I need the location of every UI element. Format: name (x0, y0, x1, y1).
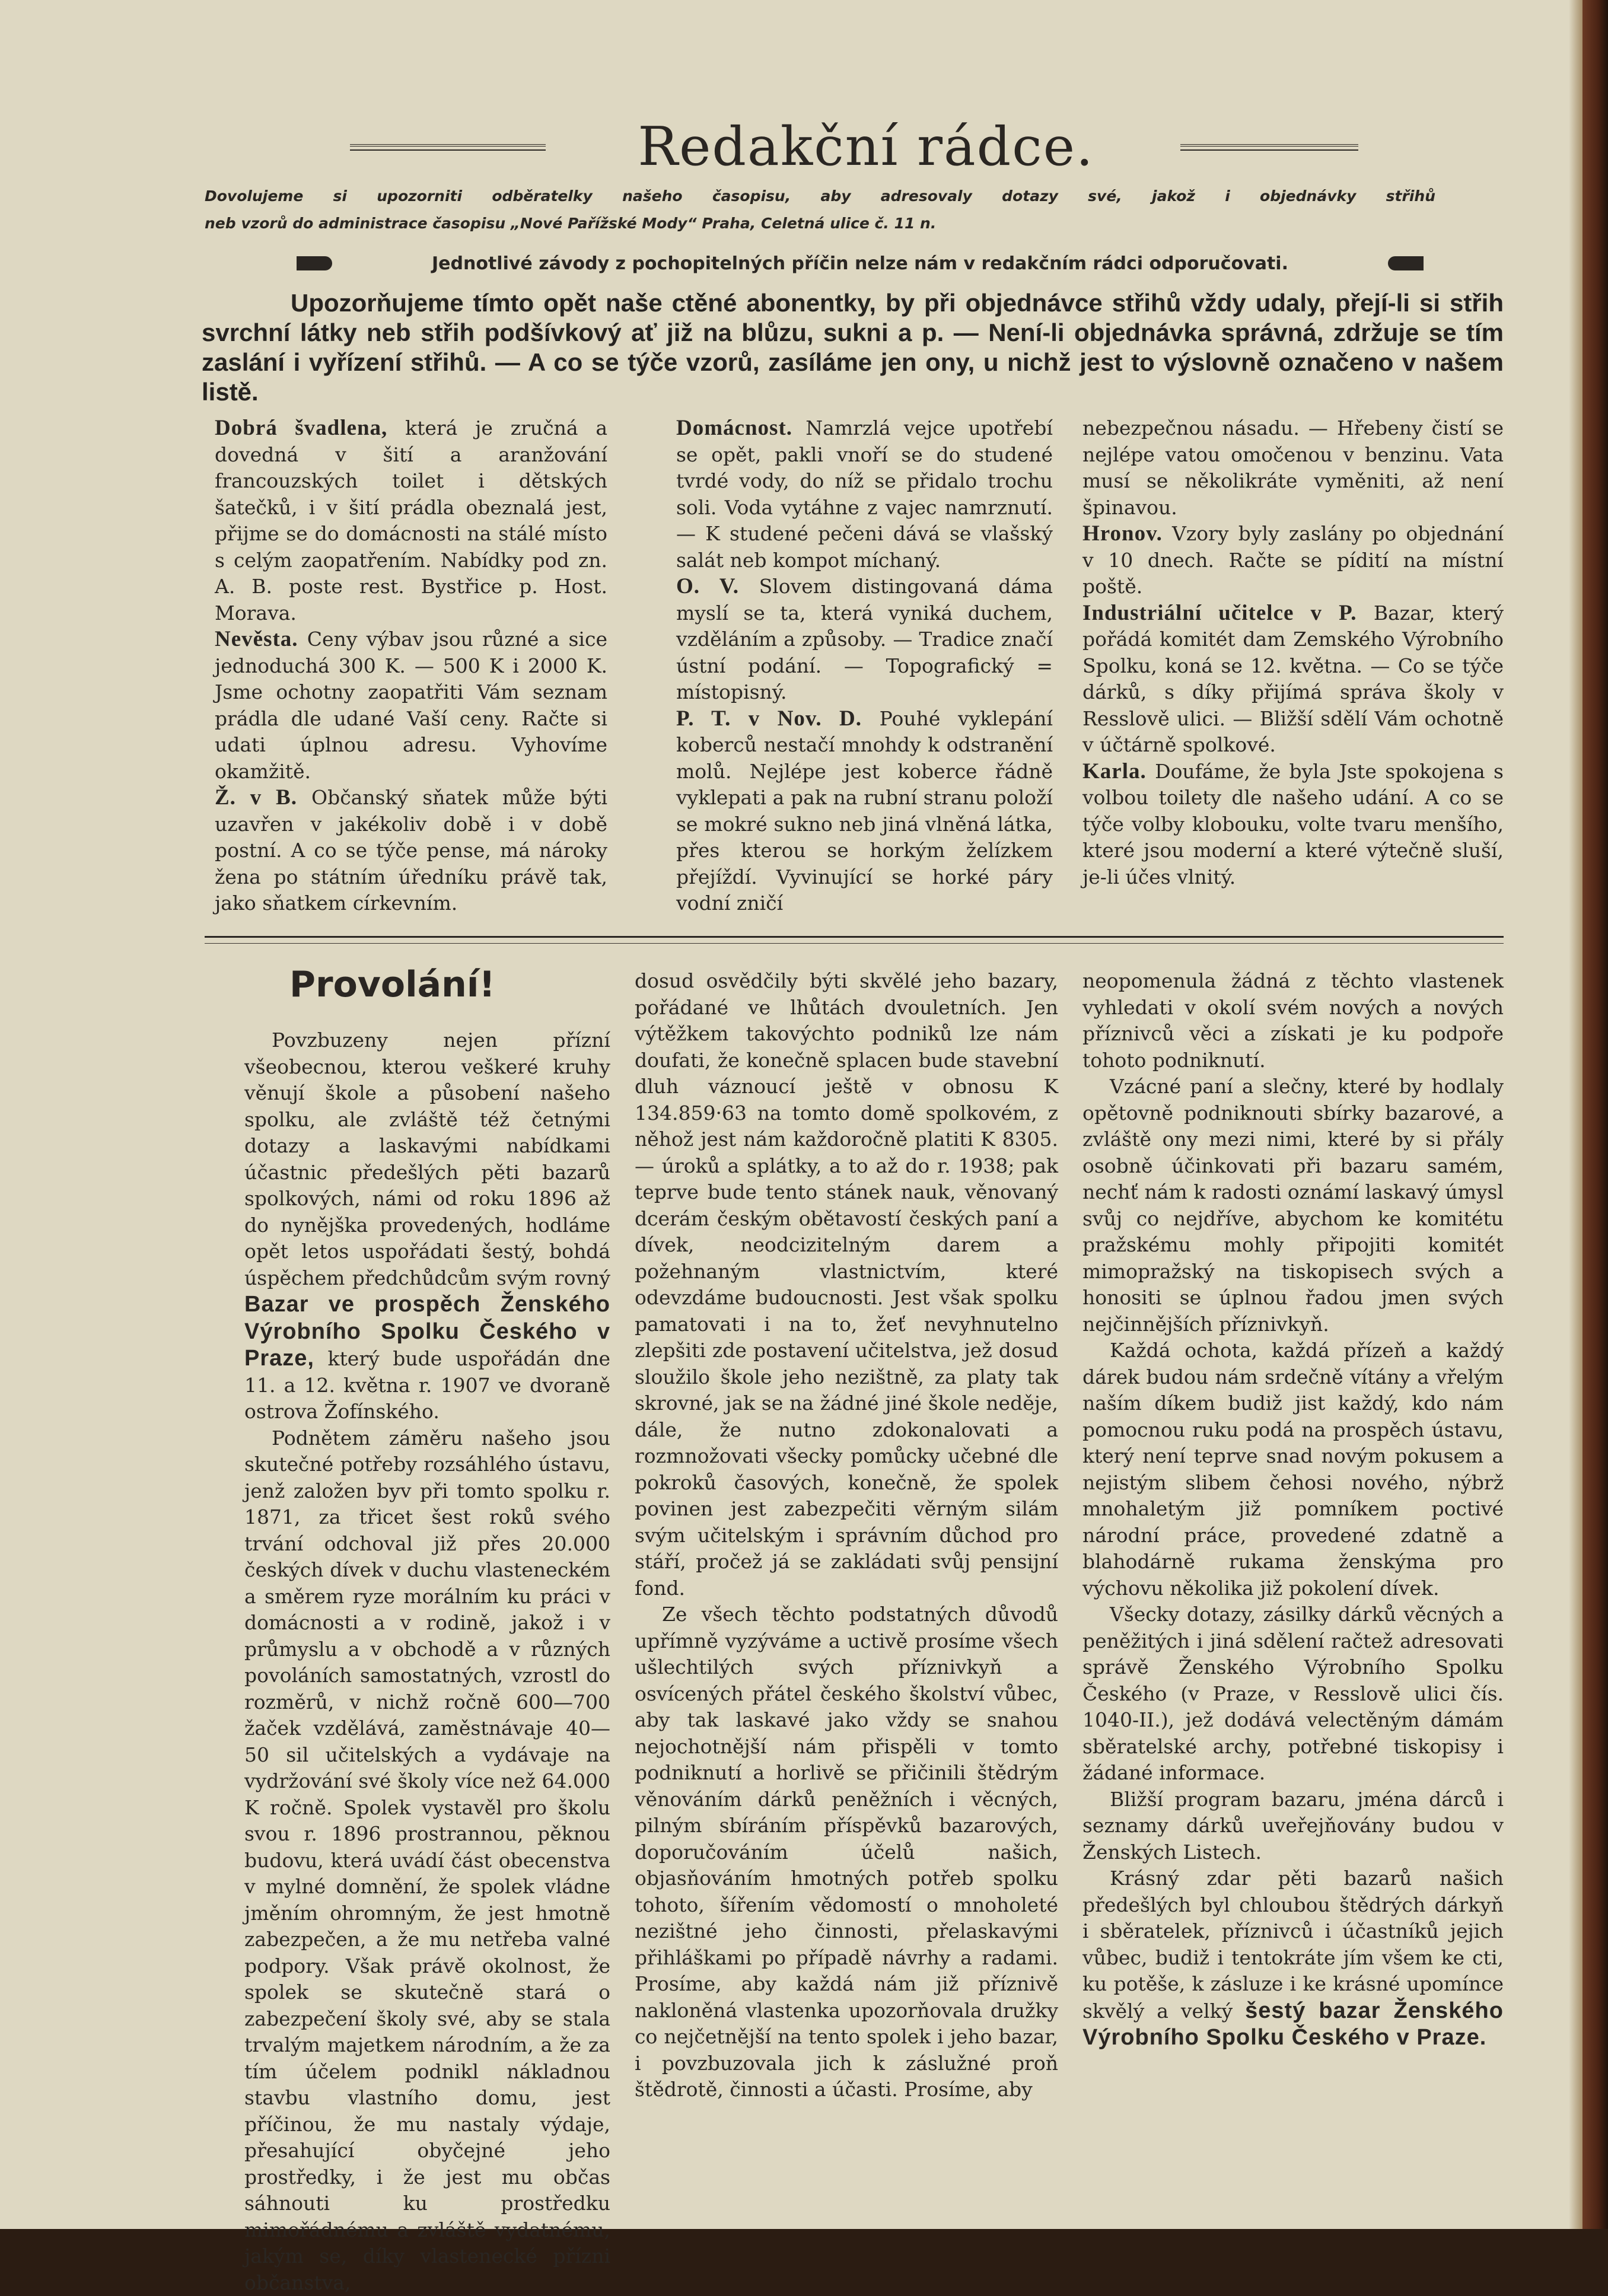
answer-name: Ž. v B. (215, 785, 297, 810)
answers-column-2 (676, 415, 1053, 917)
appeal-paragraph (244, 1027, 610, 1425)
answer-text: nebezpečnou násadu. — Hřebeny čistí se nejlépe vatou omočenou v benzinu. Vata musí se několikráte vyměniti, až není špinavou. (1082, 416, 1504, 519)
answer-item (676, 415, 1053, 574)
appeal-paragraph: dosud osvědčily býti skvělé jeho bazary, pořádané ve lhůtách dvouletních. Jen výtěžkem takovýchto podniků lze nám doufati, že konečně splacen bude stavební dluh váznoucí ještě v obnosu K 134.859·63 na tomto domě spolkovém, z něhož jest nám každoročně platiti K 8305.— úroků a splátky, a to až do r. 1938; pak teprve bude tento stánek nauk, věnovaný dcerám českým obětavostí českých paní a dívek, neodcizitelným darem a požehnaným vlastnictvím, které odevzdáme budoucnosti. Jest však spolku pamatovati i na to, žeť nevyhnutelno zlepšiti zde postavení učitelstva, jež dosud sloužilo škole jeho nezištně, za platy tak skrovné, jak se na žádné jiné škole neděje, dále, že nutno zdokonalovati a rozmnožovati všecky pomůcky učebné dle pokroků časových, konečně, že spolek povinen jest zabezpečiti věrným silám svým učitelským i správním důchod pro stáří, pročež já se zakládati svůj pensijní fond. (635, 968, 1058, 1601)
title-rule-left (350, 144, 546, 151)
appeal-paragraph: Ze všech těchto podstatných důvodů upřímně vyzýváme a uctivě prosíme všech ušlechtilých svých příznivkyň a osvícených přátel českého školství vůbec, aby tak laskavé jako vždy se snahou nejochotnější nám přispěli v tomto podniknutí a horlivě se přičinili štědrým věnováním dárků peněžních i věcných, pilným sbíráním příspěvků bazarových, doporučováním účelů našich, objasňováním hmotných potřeb spolku tohoto, šířením vědomostí o mnoholeté nezištné jeho činnosti, přelaskavými přihláškami po případě návrhy a radami. Prosíme, aby každá nám již příznivě nakloněná vlastenka upozorňovala družky co nejčetnější na tento spolek i jeho bazar, i povzbuzovala jich k záslužné proň štědrotě, činnosti a účasti. Prosíme, aby (635, 1601, 1058, 2103)
answers-column-3 (1082, 415, 1504, 890)
appeal-column-1 (244, 1027, 610, 2296)
page-edge-shadow (1569, 0, 1582, 2229)
answer-item (1082, 759, 1504, 891)
answer-name: Hronov. (1082, 521, 1163, 546)
answer-text: Namrzlá vejce upotřebí se opět, pakli vnoří se do studené tvrdé vody, do níž se přidalo trochu soli. Voda vytáhne z vajec namrznutí. — K studené pečeni dává se vlašský salát neb kompot míchaný. (676, 416, 1053, 572)
answer-item (676, 574, 1053, 706)
appeal-text: který bude uspořádán dne 11. a 12. května r. 1907 ve dvoraně ostrova Žofínského. (244, 1347, 610, 1423)
bazar-highlight: šestý bazar Ženského Výrobního Spolku Českého v Praze. (1082, 1998, 1504, 2050)
answer-name: Industriální učitelce v P. (1082, 601, 1357, 625)
appeal-paragraph: Bližší program bazaru, jména dárců i seznamy dárků uveřejňovány budou v Ženských Listech. (1082, 1787, 1504, 1866)
appeal-text: Krásný zdar pěti bazarů našich předešlých byl chloubou štědrých dárkyň i sběratelek, příznivců i účastníků jejich vůbec, budiž i tentokráte jím všem ke cti, ku potěše, k zásluze i ke krásné upomínce skvělý a velký (1082, 1867, 1504, 2023)
header (0, 116, 1582, 181)
answer-name: Nevěsta. (215, 627, 298, 651)
notice-line-1: Dovolujeme si upozorniti odběratelky našeho časopisu, aby adresovaly dotazy své, jakož i objednávky střihů (205, 183, 1435, 210)
answer-text: Bazar, který pořádá komitét dam Zemského Výrobního Spolku, koná se 12. května. — Co se týče dárků, s díky přijímá správa školy v Resslově ulici. — Bližší sdělí Vám ochotně v účtárně spolkové. (1082, 601, 1504, 757)
bazar-highlight: Bazar ve prospěch Ženského Výrobního Spolku Českého v Praze, (244, 1292, 610, 1371)
answer-name: Domácnost. (676, 416, 792, 440)
section-divider (205, 943, 1504, 944)
answers-column-1 (215, 415, 607, 917)
appeal-column-2 (635, 968, 1058, 2103)
answer-text: Občanský sňatek může býti uzavřen v jakékoliv době i v době postní. A co se týče pense, má nároky žena po státním úředníku právě tak, jako sňatkem církevním. (215, 786, 607, 915)
appeal-paragraph (1082, 1865, 1504, 2052)
pointing-hand-icon (297, 256, 332, 270)
title-rule-right (1180, 144, 1358, 151)
pointing-hand-icon (1388, 256, 1424, 270)
answer-name: Dobrá švadlena, (215, 416, 387, 440)
appeal-paragraph: Všecky dotazy, zásilky dárků věcných a peněžitých i jiná sdělení račtež adresovati správě Ženského Výrobního Spolku Českého (v Praze, v Resslově ulici čís. 1040-II.), jež dodává velectěným dámám sběratelské archy, potřebné tiskopisy i žádané informace. (1082, 1601, 1504, 1787)
appeal-text: Povzbuzeny nejen přízní všeobecnou, kterou veškeré kruhy věnují škole a působení našeho spolku, ale zvláště též četnými dotazy a laskavými nabídkami účastnic předešlých pěti bazarů spolkových, námi od roku 1896 až do nynějška provedených, hodláme opět letos uspořádati šestý, bohdá úspěchem předchůdcům svým rovný (244, 1028, 610, 1289)
answer-text: která je zručná a dovedná v šití a aranžování francouzských toilet i dětských šatečků, i v šití prádla obeznalá jest, přijme se do domácnosti na stálé místo s celým zaopatřením. Nabídky pod zn. A. B. poste rest. Bystřice p. Host. Morava. (215, 416, 607, 625)
appeal-paragraph: Každá ochota, každá přízeň a každý dárek budou nám srdečně vítány a vřelým naším díkem budiž jist každý, kdo nám pomocnou ruku podá na prospěch ústavu, který není teprve snad novým pokusem a nejistým slibem čehosi nového, nýbrž mnohaletým již pomníkem poctivé národní práce, provedené zdatně a blahodárně rukama ženskýma pro výchovu několika již pokolení dívek. (1082, 1338, 1504, 1601)
answer-text: Slovem distingovaná dáma myslí se ta, která vyniká duchem, vzděláním a způsoby. — Tradice značí ústní podání. — Topografický = místopisný. (676, 575, 1053, 703)
book-binding (1582, 0, 1608, 2229)
reminder-notice: Upozorňujeme tímto opět naše ctěné abonentky, by při objednávce střihů vždy udaly, přejí-li si střih svrchní látky neb střih podšívkový ať již na blůzu, sukni a p. — Není-li objednávka správná, zdržuje se tím zaslání i vyřízení střihů. — A co se týče vzorů, zasíláme jen ony, u nichž jest to výslovně označeno v našem listě. (202, 288, 1504, 407)
appeal-column-3 (1082, 968, 1504, 2052)
answer-item (215, 785, 607, 917)
answer-text: Ceny výbav jsou různé a sice jednoduchá 300 K. — 500 K i 2000 K. Jsme ochotny zaopatřiti Vám seznam prádla dle udané Vaší ceny. Račte si udati úplnou adresu. Vyhovíme okamžitě. (215, 628, 607, 783)
warning-line (297, 248, 1424, 279)
answer-name: Karla. (1082, 759, 1147, 784)
appeal-paragraph: neopomenula žádná z těchto vlastenek vyhledati v okolí svém nových a nových příznivců věci a získati je ku podpoře tohoto podniknutí. (1082, 968, 1504, 1074)
appeal-paragraph: Vzácné paní a slečny, které by hodlaly opětovně podniknouti sbírky bazarové, a zvláště ony mezi nimi, které by si přály osobně účinkovati při bazaru samém, nechť nám k radosti oznámí laskavý úmysl svůj co nejdříve, abychom ke komitétu pražskému mohly připojiti komitét mimopražský na tiskopisech svých a honositi se úplnou řadou jmen svých nejčinnějších příznivkyň. (1082, 1074, 1504, 1338)
answer-item (1082, 600, 1504, 759)
notice-line-2: neb vzorů do administrace časopisu „Nové Pařížské Mody“ Praha, Celetná ulice č. 11 n. (205, 210, 1435, 237)
answer-text: Doufáme, že byla Jste spokojena s volbou toilety dle našeho udání. A co se týče volby klobouku, volte tvaru menšího, které jsou moderní a které výtečně sluší, je-li účes vlnitý. (1082, 760, 1504, 889)
answer-name: O. V. (676, 574, 739, 598)
section-divider (205, 936, 1504, 938)
answer-text: Pouhé vyklepání koberců nestačí mnohdy k odstranění molů. Nejlépe jest koberce řádně vyklepati a pak na rubní stranu položí se mokré sukno neb jiná vlněná látka, přes kterou se horkým želízkem přejíždí. Vyvinující se horké páry vodní zničí (676, 707, 1053, 915)
answer-item (1082, 521, 1504, 600)
appeal-title: Provolání! (289, 964, 495, 1005)
answer-name: P. T. v Nov. D. (676, 706, 862, 731)
answer-item (1082, 415, 1504, 521)
page-title: Redakční rádce. (569, 116, 1163, 178)
answer-text: Vzory byly zaslány po objednání v 10 dnech. Račte se pídití na místní poště. (1082, 522, 1504, 598)
answer-item (215, 626, 607, 785)
answer-item (676, 706, 1053, 917)
appeal-paragraph: Podnětem záměru našeho jsou skutečné potřeby rozsáhlého ústavu, jenž založen byv při tomto spolku r. 1871, za třicet šest roků svého trvání odchoval již přes 20.000 českých dívek v duchu vlasteneckém a směrem ryze morálním ku práci v domácnosti a v rodině, jakož i v průmyslu a v obchodě a v různých povoláních samostatných, vzrostl do rozměrů, v nichž ročně 600—700 žaček vzdělává, zaměstnávaje 40—50 sil učitelských a vydávaje na vydržování své školy více než 64.000 K ročně. Spolek vystavěl pro školu svou r. 1896 prostrannou, pěknou budovu, která uvádí část obecenstva v mylné domnění, že spolek vládne jměním ohromným, že jest hmotně zabezpečen, a že mu netřeba valné podpory. Však právě okolnost, že spolek se skutečně stará o zabezpečení školy své, aby se stala trvalým majetkem národním, a že za tím účelem podnikl nákladnou stavbu vlastního domu, jest příčinou, že mu nastaly výdaje, přesahující obyčejné jeho prostředky, i že jest mu občas sáhnouti ku prostředku mimořádnému a zvláště vydatnému, jakým se, díky vlastenecké přízni občanstva, (244, 1425, 610, 2296)
answer-item (215, 415, 607, 626)
warning-text: Jednotlivé závody z pochopitelných příčin nelze nám v redakčním rádci odporučovati. (432, 253, 1288, 274)
